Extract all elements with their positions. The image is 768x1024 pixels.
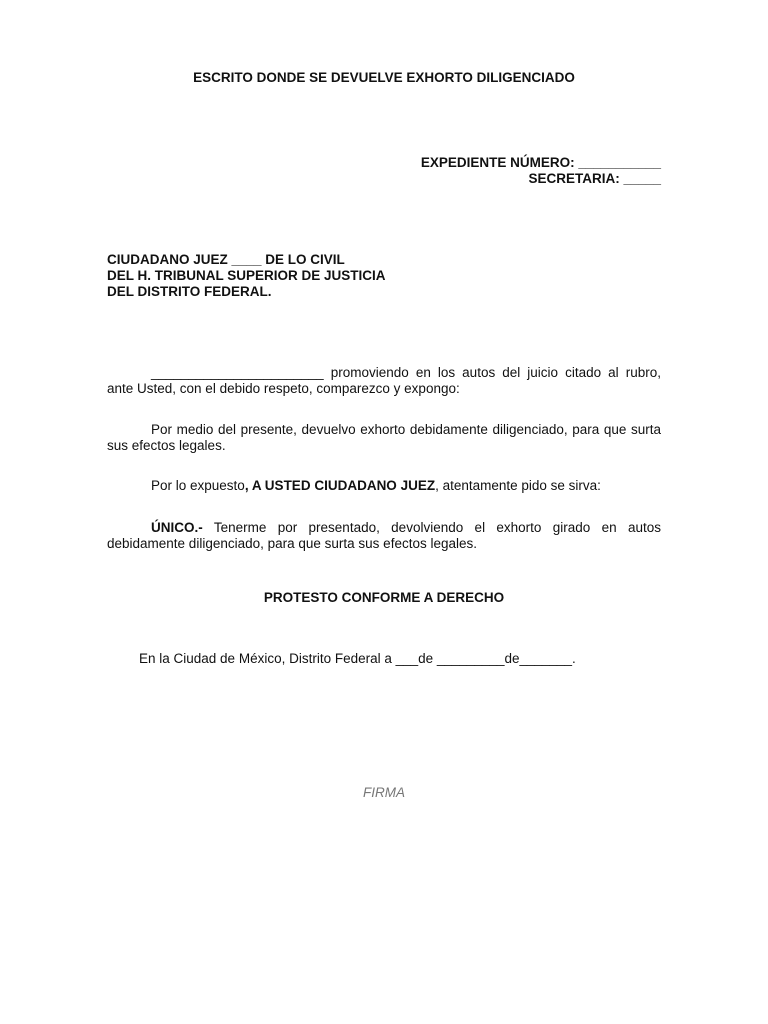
date-line: En la Ciudad de México, Distrito Federal a ___de _________de_______.: [139, 651, 576, 666]
paragraph-introduction: [107, 365, 661, 397]
paragraph-introduction-text: _______________________ promoviendo en los autos del juicio citado al rubro, ante Usted, con el debido respeto, comparezco y expongo:: [107, 365, 661, 396]
addressee-block: [107, 252, 386, 300]
paragraph-request: [107, 478, 661, 494]
protesto-heading: PROTESTO CONFORME A DERECHO: [263, 590, 505, 605]
signature-label: FIRMA: [363, 785, 405, 800]
addressee-line-1: CIUDADANO JUEZ ____ DE LO CIVIL: [107, 252, 345, 267]
paragraph-petition-label: ÚNICO.-: [151, 520, 203, 535]
paragraph-petition: [107, 520, 661, 552]
paragraph-statement: [107, 422, 661, 454]
paragraph-request-post: , atentamente pido se sirva:: [435, 478, 601, 493]
case-info: [421, 155, 661, 187]
secretaria-line: SECRETARIA: _____: [528, 171, 661, 186]
paragraph-request-pre: Por lo expuesto: [151, 478, 245, 493]
document-title: ESCRITO DONDE SE DEVUELVE EXHORTO DILIGENCIADO: [193, 70, 575, 85]
paragraph-request-bold: , A USTED CIUDADANO JUEZ: [244, 478, 436, 493]
paragraph-petition-text: Tenerme por presentado, devolviendo el exhorto girado en autos debidamente diligenciado, para que surta sus efectos legales.: [107, 520, 661, 551]
expediente-line: EXPEDIENTE NÚMERO: ___________: [420, 155, 661, 170]
paragraph-statement-text: Por medio del presente, devuelvo exhorto debidamente diligenciado, para que surta sus efectos legales.: [107, 422, 661, 453]
addressee-line-3: DEL DISTRITO FEDERAL.: [107, 284, 272, 299]
addressee-line-2: DEL H. TRIBUNAL SUPERIOR DE JUSTICIA: [107, 268, 386, 283]
